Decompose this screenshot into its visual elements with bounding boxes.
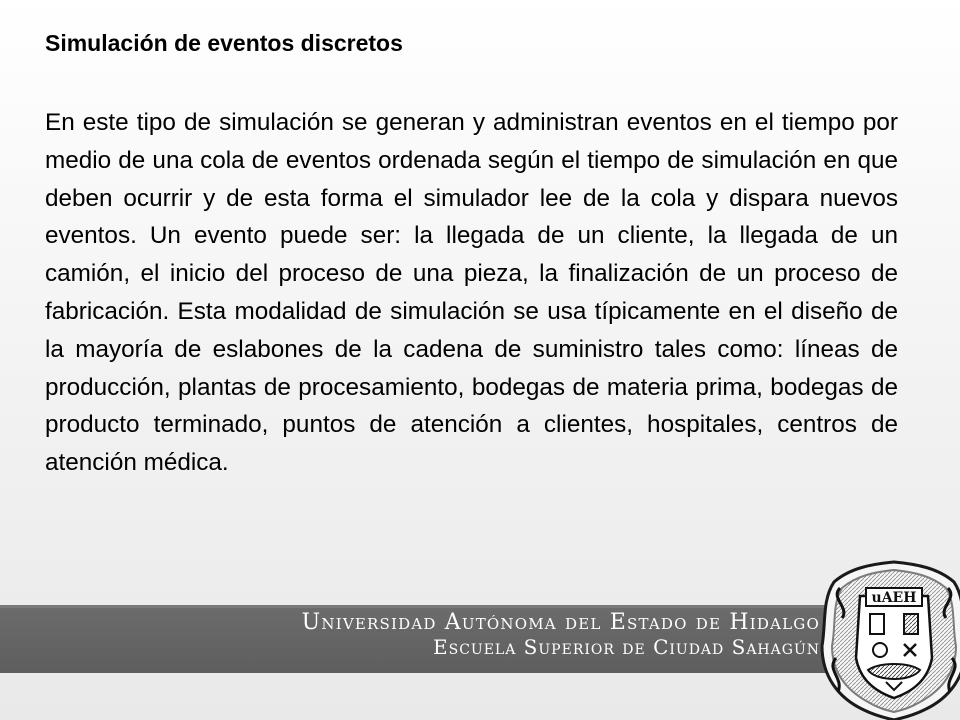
school-name: Escuela Superior de Ciudad Sahagún: [433, 635, 820, 659]
svg-text:uAEH: uAEH: [871, 590, 917, 606]
footer-band-top-line: [0, 605, 960, 608]
slide-title: Simulación de eventos discretos: [45, 30, 403, 56]
slide-body-text: En este tipo de simulación se generan y administran eventos en el tiempo por medio de una cola de eventos ordenada según el tiempo de simulación en que deben ocurrir y de esta forma el simulador lee de la cola y dispara nuevos eventos. Un evento puede ser: la llegada de un cliente, la llegada de un camión, el inicio del proceso de una pieza, la finalización de un proceso de fabricación. Esta modalidad de simulación se usa típicamente en el diseño de la mayoría de eslabones de la cadena de suministro tales como: líneas de producción, plantas de procesamiento, bodegas de materia prima, bodegas de producto terminado, puntos de atención a clientes, hospitales, centros de atención médica.: [45, 109, 898, 477]
university-name: Universidad Autónoma del Estado de Hidalgo: [301, 610, 820, 635]
uaeh-seal-icon: [820, 558, 960, 720]
